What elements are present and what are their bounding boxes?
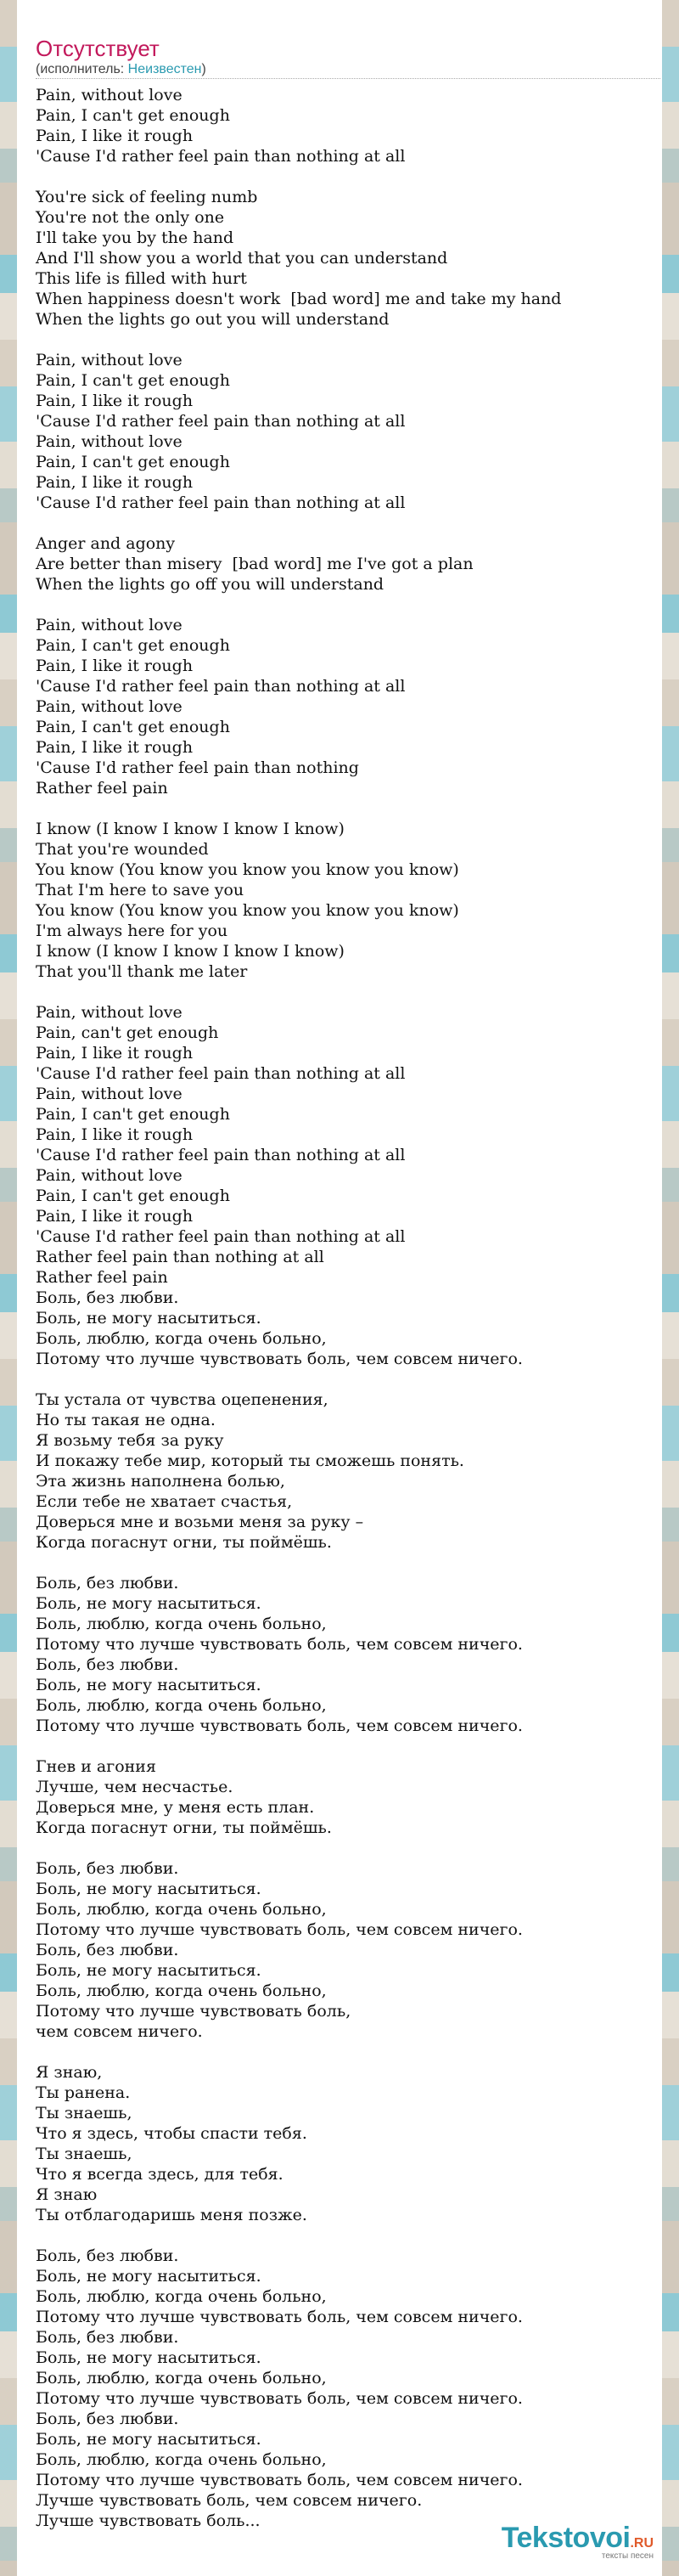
logo-tagline: тексты песен bbox=[601, 2551, 654, 2561]
song-title: Отсутствует bbox=[36, 36, 160, 61]
right-decorative-border bbox=[662, 0, 679, 2576]
artist-line bbox=[36, 61, 206, 78]
artist-prefix: (исполнитель: bbox=[36, 62, 128, 76]
artist-link[interactable]: Неизвестен bbox=[127, 62, 202, 76]
site-logo[interactable] bbox=[502, 2522, 654, 2561]
header-divider bbox=[36, 78, 660, 79]
artist-suffix: ) bbox=[201, 62, 206, 76]
logo-wordmark: Tekstovoi bbox=[501, 2522, 631, 2554]
logo-tld: .RU bbox=[630, 2536, 654, 2551]
lyrics-sheet bbox=[17, 0, 662, 2576]
left-decorative-border bbox=[0, 0, 17, 2576]
lyrics-text: Pain, without love Pain, I can't get enough Pain, I like it rough 'Cause I'd rather feel pain than nothing at all You're sick of feeling numb You're not the only one I'll take you by the hand And I'll show you a world that you can understand This life is filled with hurt When happiness doesn't work [bad word] me and take my hand When the lights go out you will understand Pain, without love Pain, I can't get enough Pain, I like it rough 'Cause I'd rather feel pain than nothing at all Pain, without love Pain, I can't get enough Pain, I like it rough 'Cause I'd rather feel pain than nothing at all Anger and agony Are better than misery [bad word] me I've got a plan When the lights go off you will understand Pain, without love Pain, I can't get enough Pain, I like it rough 'Cause I'd rather feel pain than nothing at all Pain, without love Pain, I can't get enough Pain, I like it rough 'Cause I'd rather feel pain than nothing Rather feel pain I know (I know I know I know I know) That you're wounded You know (You know you know you know you know) That I'm here to save you You know (You know you know you know you know) I'm always here for you I know (I know I know I know I know) That you'll thank me later Pain, without love Pain, can't get enough Pain, I like it rough 'Cause I'd rather feel pain than nothing at all Pain, without love Pain, I can't get enough Pain, I like it rough 'Cause I'd rather feel pain than nothing at all Pain, without love Pain, I can't get enough Pain, I like it rough 'Cause I'd rather feel pain than nothing at all Rather feel pain than nothing at all Rather feel pain Боль, без любви. Боль, не могу насытиться. Боль, люблю, когда очень больно, Потому что лучше чувствовать боль, чем совсем ничего. Ты устала от чувства оцепенения, Но ты такая не одна. Я возьму тебя за руку И покажу тебе мир, который ты сможешь понять. Эта жизнь наполнена болью, Если тебе не хватает счастья, Доверься мне и возьми меня за руку – Когда погаснут огни, ты поймёшь. Боль, без любви. Боль, не могу насытиться. Боль, люблю, когда очень больно, Потому что лучше чувствовать боль, чем совсем ничего. Боль, без любви. Боль, не могу насытиться. Боль, люблю, когда очень больно, Потому что лучше чувствовать боль, чем совсем ничего. Гнев и агония Лучше, чем несчастье. Доверься мне, у меня есть план. Когда погаснут огни, ты поймёшь. Боль, без любви. Боль, не могу насытиться. Боль, люблю, когда очень больно, Потому что лучше чувствовать боль, чем совсем ничего. Боль, без любви. Боль, не могу насытиться. Боль, люблю, когда очень больно, Потому что лучше чувствовать боль, чем совсем ничего. Я знаю, Ты ранена. Ты знаешь, Что я здесь, чтобы спасти тебя. Ты знаешь, Что я всегда здесь, для тебя. Я знаю Ты отблагодаришь меня позже. Боль, без любви. Боль, не могу насытиться. Боль, люблю, когда очень больно, Потому что лучше чувствовать боль, чем совсем ничего. Боль, без любви. Боль, не могу насытиться. Боль, люблю, когда очень больно, Потому что лучше чувствовать боль, чем совсем ничего. Боль, без любви. Боль, не могу насытиться. Боль, люблю, когда очень больно, Потому что лучше чувствовать боль, чем совсем ничего. Лучше чувствовать боль, чем совсем ничего. Лучше чувствовать боль... bbox=[36, 86, 562, 2530]
